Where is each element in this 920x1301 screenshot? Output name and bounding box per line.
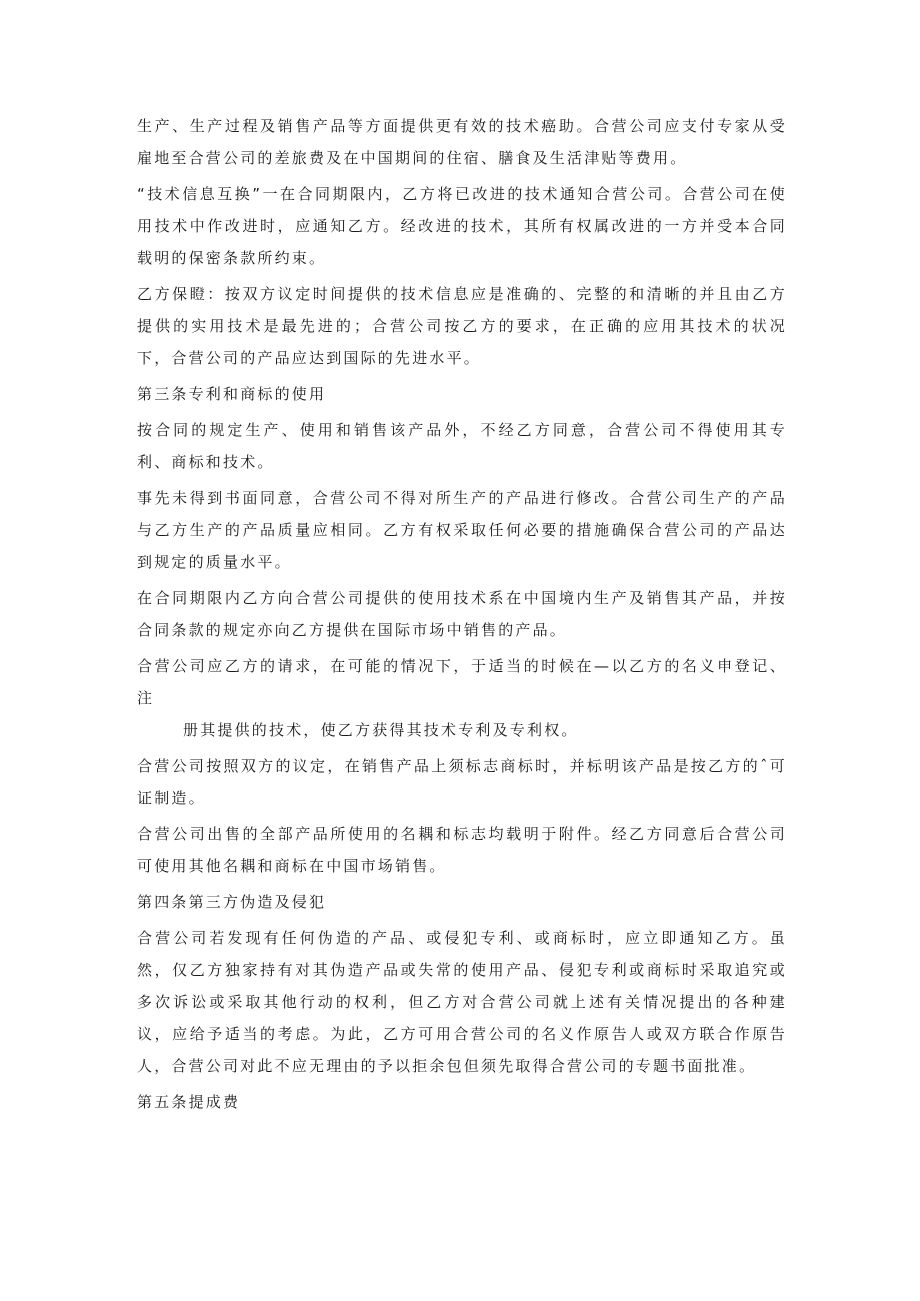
paragraph-tech-info-exchange: “技术信息互换”一在合同期限内，乙方将已改进的技术通知合营公司。合营公司在使用技术中作改进时，应通知乙方。经改进的技术，其所有权属改进的一方并受本合同载明的保密条款所约束。 [137,185,787,267]
paragraph-patent-use: 按合同的规定生产、使用和销售该产品外，不经乙方同意，合营公司不得使用其专利、商标和技术。 [137,421,787,471]
document-body [137,110,787,1122]
paragraph-registration [137,650,787,746]
paragraph-expert-expenses: 生产、生产过程及销售产品等方面提供更有效的技术癌助。合营公司应支付专家从受雇地至合营公司的差旅费及在中国期间的住宿、膳食及生活津贴等费用。 [137,117,787,167]
heading-article-3: 第三条专利和商标的使用 [137,385,327,403]
paragraph-product-modification: 事先未得到书面同意，合营公司不得对所生产的产品进行修改。合营公司生产的产品与乙方生产的产品质量应相同。乙方有权采取任何必要的措施确保合营公司的产品达到规定的质量水平。 [137,489,787,571]
paragraph-registration-line2: 册其提供的技术，使乙方获得其技术专利及专利权。 [183,721,579,739]
paragraph-registration-line1: 合营公司应乙方的请求，在可能的情况下，于适当的时候在—以乙方的名义申登记、注 [137,657,787,707]
paragraph-technology-scope: 在合同期限内乙方向合营公司提供的使用技术系在中国境内生产及销售其产品，并按合同条款的规定亦向乙方提供在国际市场中销售的产品。 [137,589,787,639]
paragraph-party-b-guarantee: 乙方保瞪：按双方议定时间提供的技术信息应是准确的、完整的和清晰的并且由乙方提供的实用技术是最先进的；合营公司按乙方的要求，在正确的应用其技术的状况下，合营公司的产品应达到国际的先进水平。 [137,285,787,367]
paragraph-product-names: 合营公司出售的全部产品所使用的名耦和标志均载明于附件。经乙方同意后合营公司可使用其他名耦和商标在中国市场销售。 [137,825,787,875]
heading-article-4: 第四条第三方伪造及侵犯 [137,893,327,911]
heading-article-5: 第五条提成费 [137,1093,241,1111]
paragraph-trademark-marking: 合营公司按照双方的议定，在销售产品上须标志商标时，并标明该产品是按乙方的ˆ可证制造。 [137,757,787,807]
paragraph-infringement: 合营公司若发现有任何伪造的产品、或侵犯专利、或商标时，应立即通知乙方。虽然，仅乙方独家持有对其伪造产品或失常的使用产品、侵犯专利或商标时采取追究或多次诉讼或采取其他行动的权利，但乙方对合营公司就上述有关情况提出的各种建议，应给予适当的考虑。为此，乙方可用合营公司的名义作原告人或双方联合作原告人，合营公司对此不应无理由的予以拒余包但须先取得合营公司的专题书面批准。 [137,929,787,1075]
